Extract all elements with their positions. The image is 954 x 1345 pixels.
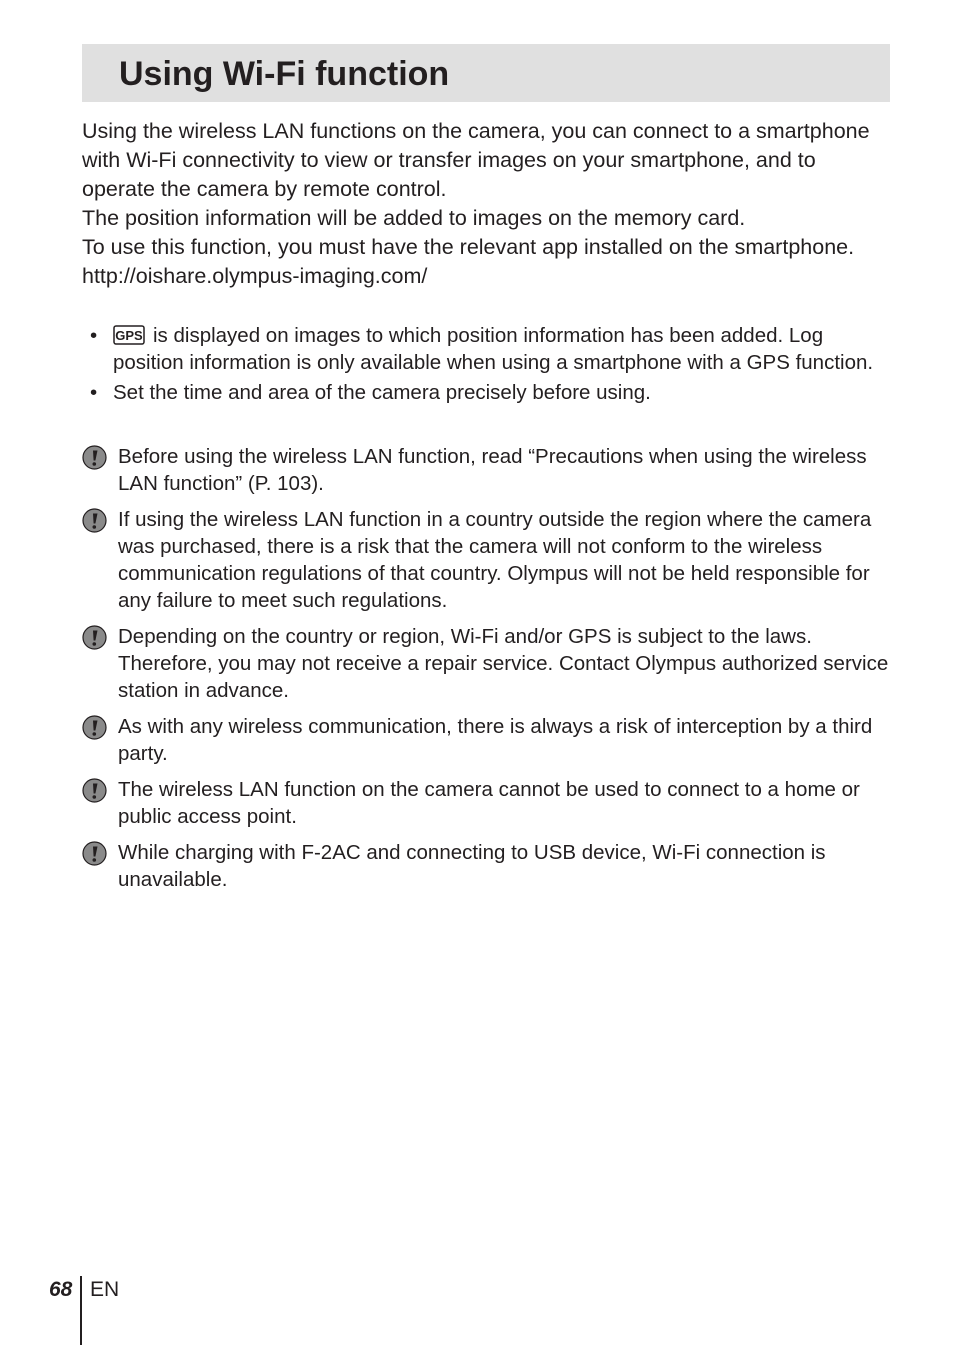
caution-item-access-point xyxy=(82,776,892,830)
caution-list xyxy=(82,443,892,893)
app-url-link[interactable]: http://oishare.olympus-imaging.com/ xyxy=(82,264,428,288)
caution-icon xyxy=(82,625,107,650)
bullet-list xyxy=(82,322,892,406)
page-title: Using Wi-Fi function xyxy=(119,55,450,93)
bullet-marker: • xyxy=(90,324,98,347)
caution-icon xyxy=(82,715,107,740)
caution-icon xyxy=(82,445,107,470)
gps-icon-label: GPS xyxy=(115,328,143,343)
caution-item-precautions xyxy=(82,443,892,497)
bullet-text-time: Set the time and area of the camera precisely before using. xyxy=(113,381,651,404)
intro-paragraph-3: To use this function, you must have the relevant app installed on the smartphone. xyxy=(82,235,855,259)
caution-text: Before using the wireless LAN function, read “Precautions when using the wireless LAN function” (P. 103). xyxy=(118,445,867,495)
caution-text: Depending on the country or region, Wi-Fi and/or GPS is subject to the laws. Therefore, you may not receive a repair service. Contact Olympus authorized service station in advance. xyxy=(118,625,889,702)
bullet-marker: • xyxy=(90,381,98,404)
caution-item-charging xyxy=(82,839,892,893)
caution-item-laws xyxy=(82,623,892,704)
bullet-item-time xyxy=(82,379,892,406)
caution-text: As with any wireless communication, there is always a risk of interception by a third party. xyxy=(118,715,873,765)
caution-text: The wireless LAN function on the camera cannot be used to connect to a home or public access point. xyxy=(118,778,860,828)
page-footer xyxy=(0,1270,954,1345)
intro-paragraph-1: Using the wireless LAN functions on the camera, you can connect to a smartphone with Wi-Fi connectivity to view or transfer images on your smartphone, and to operate the camera by remote control. xyxy=(82,119,870,201)
intro-paragraph-2: The position information will be added to images on the memory card. xyxy=(82,206,746,230)
caution-item-interception xyxy=(82,713,892,767)
bullet-item-gps xyxy=(82,322,892,376)
caution-item-region xyxy=(82,506,892,614)
bullet-text-gps: is displayed on images to which position information has been added. Log position information is only available when using a smartphone with a GPS function. xyxy=(113,324,874,374)
caution-icon xyxy=(82,841,107,866)
title-bar xyxy=(82,44,890,102)
gps-icon xyxy=(113,325,145,345)
language-code: EN xyxy=(90,1278,120,1301)
caution-text: If using the wireless LAN function in a country outside the region where the camera was purchased, there is a risk that the camera will not conform to the wireless communication regulations of that country. Olympus will not be held responsible for any failure to meet such regulations. xyxy=(118,508,872,612)
caution-icon xyxy=(82,778,107,803)
page-number: 68 xyxy=(49,1278,73,1301)
footer-divider xyxy=(80,1276,82,1345)
caution-icon xyxy=(82,508,107,533)
intro-section xyxy=(82,117,892,291)
caution-text: While charging with F-2AC and connecting to USB device, Wi-Fi connection is unavailable. xyxy=(118,841,826,891)
